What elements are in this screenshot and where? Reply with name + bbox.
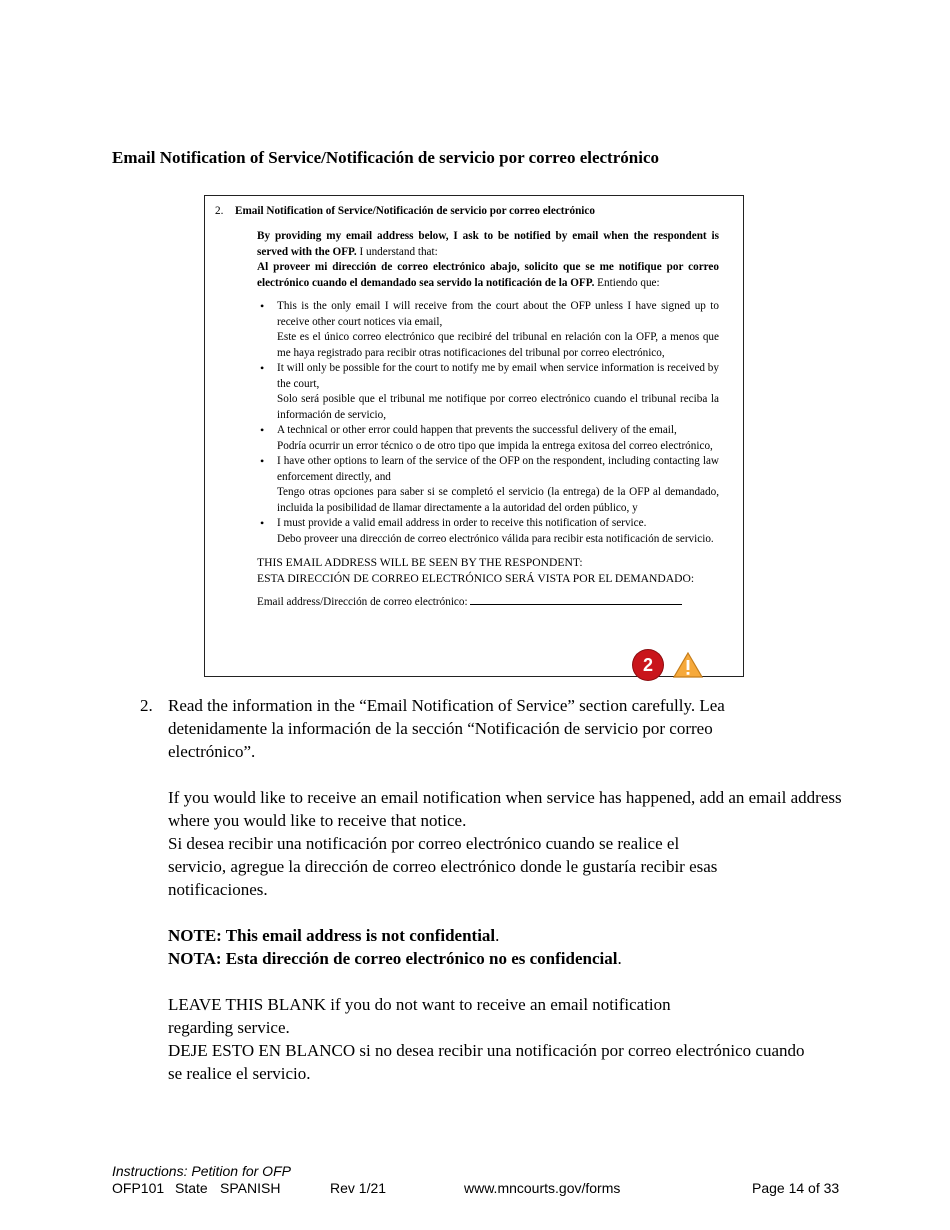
intro-spanish: Al proveer mi dirección de correo electrónico abajo, solicito que se me notifique por correo electrónico cuando el demandado sea servido la notificación de la OFP. Entiendo que: [257, 261, 719, 289]
read-info-paragraph: Read the information in the “Email Notification of Service” section carefully. Lea detenidamente la información de la sección “Notificación de servicio por correo electrónico”. [168, 696, 725, 761]
note-spanish: NOTA: Esta dirección de correo electrónico no es confidencial. [168, 949, 622, 968]
email-address-field[interactable] [257, 595, 719, 611]
list-item: • It will only be possible for the court to notify me by email when service information is received by the court, Solo será posible que el tribunal me notifique por correo electrónico cuando el tribunal reciba la información de servicio, [277, 361, 719, 423]
footer-url[interactable]: www.mncourts.gov/forms [464, 1180, 621, 1196]
email-blank-line[interactable] [470, 604, 682, 605]
figure-title [215, 204, 595, 220]
step-number-badge: 2 [633, 650, 663, 680]
page-footer [112, 1163, 842, 1197]
figure-body [257, 229, 719, 611]
form-excerpt-figure [204, 195, 744, 677]
email-option-english: If you would like to receive an email notification when service has happened, add an email address where you would like to receive that notice. [168, 788, 842, 830]
list-item: • This is the only email I will receive from the court about the OFP unless I have signed up to receive other court notices via email, Este es el único correo electrónico que recibiré del tribunal en relación con la OFP, a menos que me haya registrado para recibir otras notificaciones del tribunal por correo electrónico, [277, 299, 719, 361]
email-label: Email address/Dirección de correo electrónico: [257, 596, 468, 608]
section-heading: Email Notification of Service/Notificación de servicio por correo electrónico [112, 148, 659, 167]
figure-item-number: 2. [215, 205, 224, 217]
conditions-list [257, 299, 719, 547]
leave-blank-spanish: DEJE ESTO EN BLANCO si no desea recibir una notificación por correo electrónico cuando se realice el servicio. [168, 1041, 805, 1083]
list-item: • I have other options to learn of the service of the OFP on the respondent, including contacting law enforcement directly, and Tengo otras opciones para saber si se completó el servicio (la entrega) de la OFP al demandado, incluida la posibilidad de llamar directamente a la autoridad del orden público, y [277, 454, 719, 516]
leave-blank-english: LEAVE THIS BLANK if you do not want to receive an email notification regarding service. [168, 995, 671, 1037]
footer-language: SPANISH [220, 1180, 281, 1196]
list-item: • I must provide a valid email address in order to receive this notification of service. Debo proveer una dirección de correo electrónico válida para recibir esta notificación de servicio. [277, 516, 719, 547]
footer-form-number: OFP101 [112, 1180, 165, 1196]
footer-title: Instructions: Petition for OFP [112, 1163, 291, 1179]
visibility-warning [257, 555, 719, 586]
step-number: 2. [140, 696, 153, 715]
list-item: • A technical or other error could happen that prevents the successful delivery of the email, Podría ocurrir un error técnico o de otro tipo que impida la entrega exitosa del correo electrónico, [277, 423, 719, 454]
warning-spanish: ESTA DIRECCIÓN DE CORREO ELECTRÓNICO SERÁ VISTA POR EL DEMANDADO: [257, 571, 695, 585]
warning-icon [673, 652, 703, 678]
note-english: NOTE: This email address is not confidential. [168, 926, 500, 945]
email-option-spanish: Si desea recibir una notificación por correo electrónico cuando se realice el servicio, agregue la dirección de correo electrónico donde le gustaría recibir esas notificaciones. [168, 834, 718, 899]
step-text [168, 694, 848, 1085]
warning-english: THIS EMAIL ADDRESS WILL BE SEEN BY THE RESPONDENT: [257, 556, 583, 569]
footer-revision: Rev 1/21 [330, 1180, 387, 1196]
footer-page-number: Page 14 of 33 [752, 1180, 840, 1196]
footer-state: State [175, 1180, 208, 1196]
intro-english: By providing my email address below, I ask to be notified by email when the respondent is served with the OFP. I understand that: [257, 230, 719, 258]
figure-title-text: Email Notification of Service/Notificación de servicio por correo electrónico [235, 205, 595, 217]
